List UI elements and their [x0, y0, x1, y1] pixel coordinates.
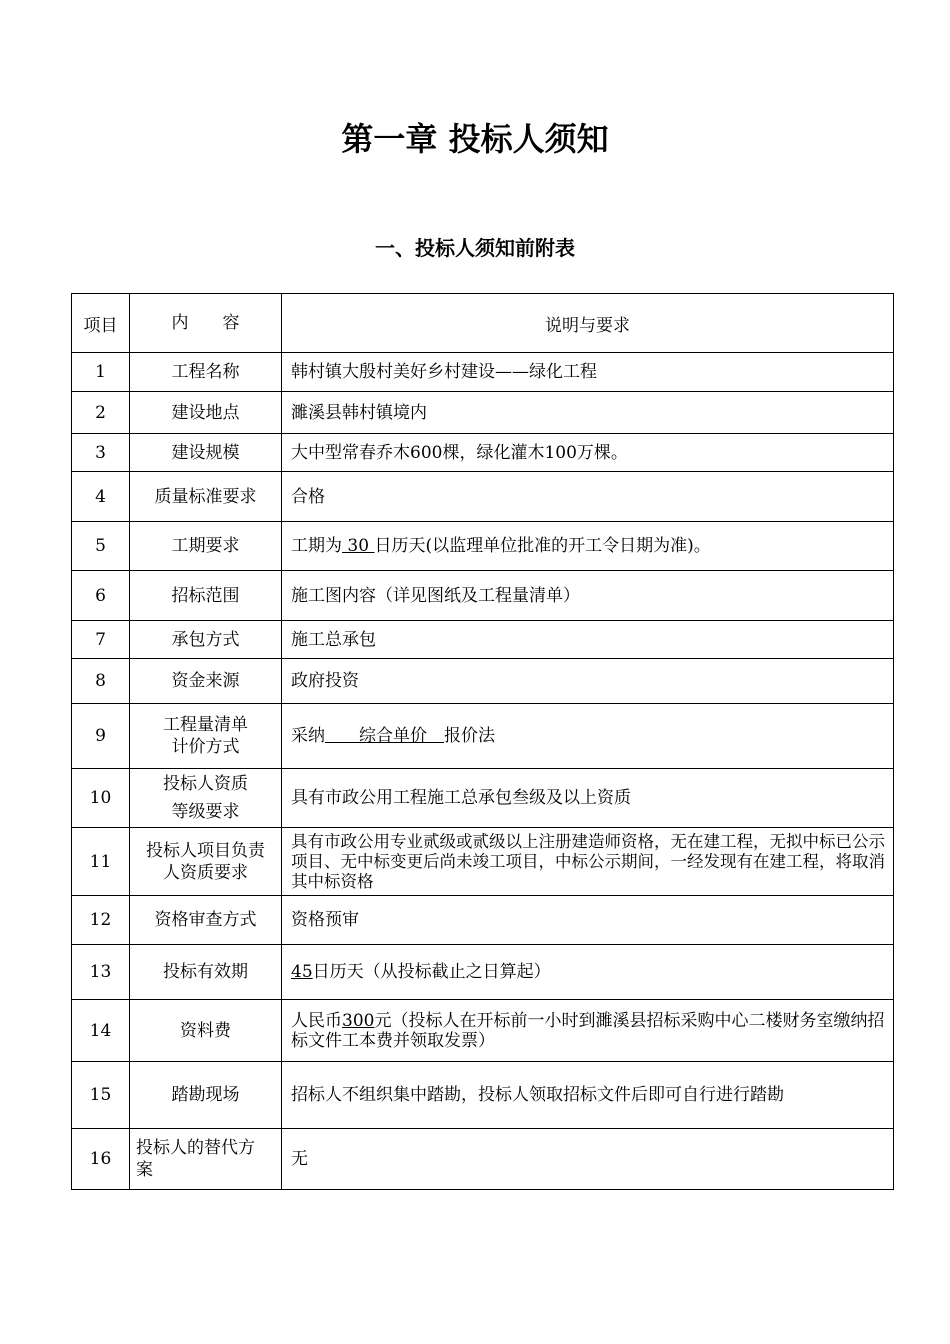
row-desc	[282, 945, 894, 1000]
desc-text: 元（投标人在开标前一小时到濉溪县招标采购中心二楼财务室缴纳招标文件工本费并领取发票）	[291, 1010, 885, 1051]
row-desc: 政府投资	[282, 659, 894, 704]
row-desc: 无	[282, 1129, 894, 1190]
item-line: 投标人的替代方	[136, 1138, 255, 1158]
fee-amount-value: 300	[342, 1010, 375, 1031]
row-no: 4	[72, 472, 130, 522]
row-desc: 资格预审	[282, 896, 894, 945]
section-title: 一、投标人须知前附表	[375, 236, 575, 260]
item-line: 人资质要求	[163, 862, 248, 883]
row-no: 6	[72, 571, 130, 621]
row-no: 3	[72, 434, 130, 472]
row-desc	[282, 1000, 894, 1062]
row-item: 承包方式	[130, 621, 282, 659]
table-row	[72, 353, 894, 392]
row-item: 踏勘现场	[130, 1062, 282, 1129]
row-item: 建设地点	[130, 392, 282, 434]
row-desc: 濉溪县韩村镇境内	[282, 392, 894, 434]
table-row	[72, 828, 894, 896]
header-desc: 说明与要求	[282, 294, 894, 353]
row-no: 12	[72, 896, 130, 945]
table-row	[72, 1129, 894, 1190]
header-no: 项目	[72, 294, 130, 353]
table-row	[72, 434, 894, 472]
row-desc: 具有市政公用专业贰级或贰级以上注册建造师资格，无在建工程，无拟中标已公示项目、无中标变更后尚未竣工项目，中标公示期间，一经发现有在建工程，将取消其中标资格	[282, 828, 894, 896]
row-item: 资料费	[130, 1000, 282, 1062]
row-desc: 韩村镇大殷村美好乡村建设——绿化工程	[282, 353, 894, 392]
table-row	[72, 472, 894, 522]
row-no: 5	[72, 522, 130, 571]
row-desc: 具有市政公用工程施工总承包叁级及以上资质	[282, 769, 894, 828]
table-row	[72, 704, 894, 769]
row-item: 质量标准要求	[130, 472, 282, 522]
row-desc: 大中型常春乔木600棵，绿化灌木100万棵。	[282, 434, 894, 472]
table-row	[72, 392, 894, 434]
row-desc: 施工图内容（详见图纸及工程量清单）	[282, 571, 894, 621]
row-item	[130, 828, 282, 896]
table-row	[72, 945, 894, 1000]
row-desc	[282, 522, 894, 571]
row-item	[130, 769, 282, 828]
row-item: 资金来源	[130, 659, 282, 704]
table-row	[72, 621, 894, 659]
validity-days-value: 45	[291, 962, 313, 982]
row-item: 工程名称	[130, 353, 282, 392]
desc-text: 日历天(以监理单位批准的开工令日期为准)。	[374, 536, 711, 556]
table-row	[72, 571, 894, 621]
desc-text: 报价法	[444, 726, 495, 746]
item-line: 工程量清单	[163, 715, 248, 735]
row-desc	[282, 704, 894, 769]
row-desc: 招标人不组织集中踏勘，投标人领取招标文件后即可自行进行踏勘	[282, 1062, 894, 1129]
row-no: 10	[72, 769, 130, 828]
row-no: 13	[72, 945, 130, 1000]
row-no: 9	[72, 704, 130, 769]
row-item: 招标范围	[130, 571, 282, 621]
item-line: 等级要求	[171, 802, 240, 822]
row-no: 1	[72, 353, 130, 392]
row-item	[130, 1129, 282, 1190]
row-no: 11	[72, 828, 130, 896]
item-line: 案	[136, 1160, 153, 1180]
row-no: 8	[72, 659, 130, 704]
row-item: 建设规模	[130, 434, 282, 472]
table-row	[72, 896, 894, 945]
row-item: 投标有效期	[130, 945, 282, 1000]
desc-text: 人民币	[291, 1010, 342, 1031]
item-line: 计价方式	[171, 737, 240, 757]
row-desc: 合格	[282, 472, 894, 522]
desc-text: 工期为	[291, 536, 342, 556]
table-row	[72, 1000, 894, 1062]
table-row	[72, 1062, 894, 1129]
row-no: 16	[72, 1129, 130, 1190]
chapter-title: 第一章 投标人须知	[341, 120, 609, 158]
row-item: 工期要求	[130, 522, 282, 571]
desc-text: 采纳	[291, 726, 325, 746]
row-desc: 施工总承包	[282, 621, 894, 659]
table-row	[72, 659, 894, 704]
bid-notice-table	[71, 293, 894, 1190]
table-row	[72, 769, 894, 828]
item-line: 投标人资质	[163, 774, 248, 794]
row-no: 15	[72, 1062, 130, 1129]
duration-value: 30	[342, 536, 375, 556]
row-item	[130, 704, 282, 769]
item-line: 投标人项目负责	[146, 840, 265, 861]
row-no: 2	[72, 392, 130, 434]
row-item: 资格审查方式	[130, 896, 282, 945]
table-row	[72, 522, 894, 571]
header-item: 内 容	[130, 294, 282, 353]
desc-text: 日历天（从投标截止之日算起）	[312, 962, 551, 982]
table-header-row	[72, 294, 894, 353]
row-no: 7	[72, 621, 130, 659]
row-no: 14	[72, 1000, 130, 1062]
pricing-method-value: 综合单价	[325, 726, 444, 746]
